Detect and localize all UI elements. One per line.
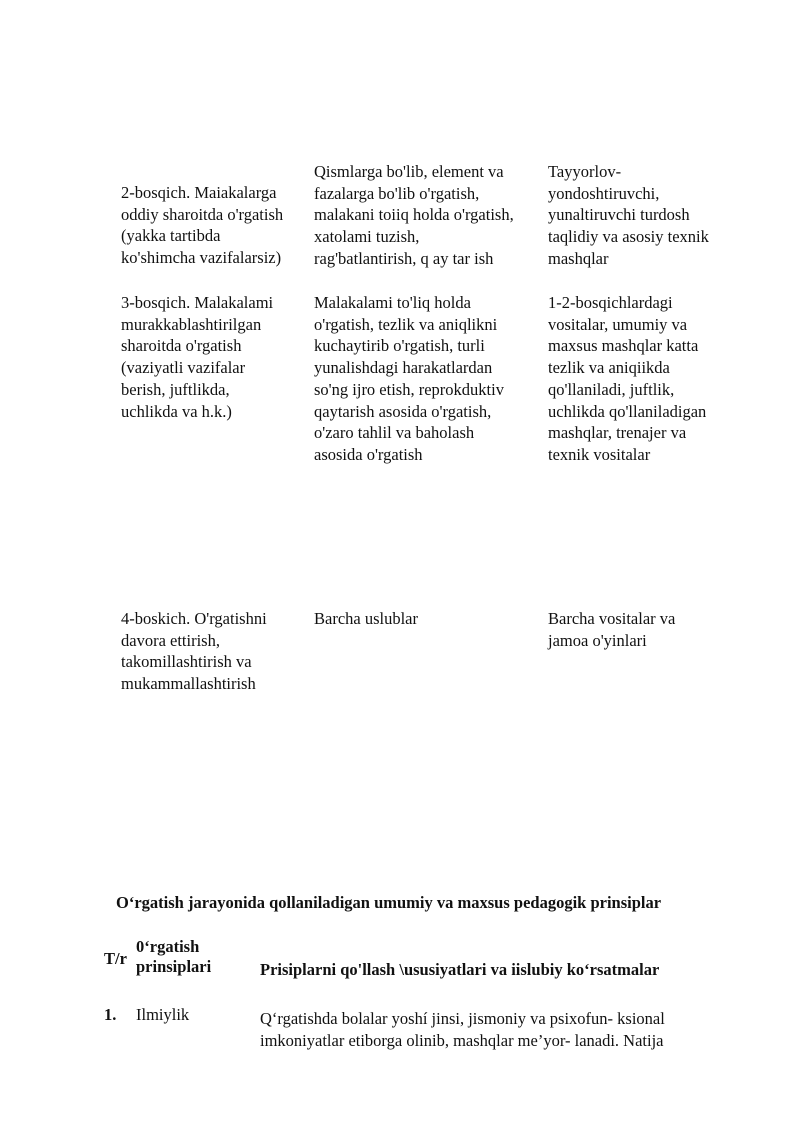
stage-2-tools: Tayyorlov- yondoshtiruvchi, yunaltiruvchi turdosh taqlidiy va asosiy texnik mashqlar [548, 162, 709, 268]
stage-4-methods: Barcha uslublar [314, 609, 419, 628]
stage-4-title: 4-boskich. O'rgatishni davora ettirish, takomillashtirish va mukammallashtirish [121, 609, 267, 694]
stage-3-title: 3-bosqich. Malakalami murakkablashtirilgan sharoitda o'rgatish (vaziyatli vazifalar berish, juftlikda, uchlikda va h.k.) [121, 293, 274, 421]
stage-2-methods: Qismlarga bo'lib, element va fazalarga bo'lib o'rgatish, malakani toiiq holda o'rgatish, xatolami tuzish, rag'batlantirish, q ay tar ish [314, 162, 514, 268]
stage-4-tools: Barcha vositalar va jamoa o'yinlari [548, 609, 676, 650]
row-1-number: 1. [104, 1005, 117, 1024]
header-principle: 0‘rgatish prinsiplari [136, 937, 212, 976]
header-number: T/r [104, 949, 127, 968]
row-1-principle: Ilmiylik [136, 1005, 190, 1024]
header-description: Prisiplarni qo'llash \ususiyatlari va iislubiy ko‘rsatmalar [260, 960, 660, 979]
row-1-description: Q‘rgatishda bolalar yoshí jinsi, jismoniy va psixofun- ksional imkoniyatlar etiborga olinib, mashqlar me’yor- lanadi. Natija [260, 1009, 665, 1050]
stage-2-title: 2-bosqich. Maiakalarga oddiy sharoitda o'rgatish (yakka tartibda ko'shimcha vazifalarsiz) [121, 183, 284, 268]
stage-3-tools: 1-2-bosqichlardagi vositalar, umumiy va maxsus mashqlar katta tezlik va aniqiikda qo'llaniladi, juftlik, uchlikda qo'llaniladigan mashqlar, trenajer va texnik vositalar [548, 293, 707, 464]
section-title: O‘rgatish jarayonida qollaniladigan umumiy va maxsus pedagogik prinsiplar [116, 893, 662, 912]
stage-3-methods: Malakalami to'liq holda o'rgatish, tezlik va aniqlikni kuchaytirib o'rgatish, turli yunalishdagi harakatlardan so'ng ijro etish, reprokduktiv qaytarish asosida o'rgatish, o'zaro tahlil va baholash asosida o'rgatish [314, 293, 504, 464]
